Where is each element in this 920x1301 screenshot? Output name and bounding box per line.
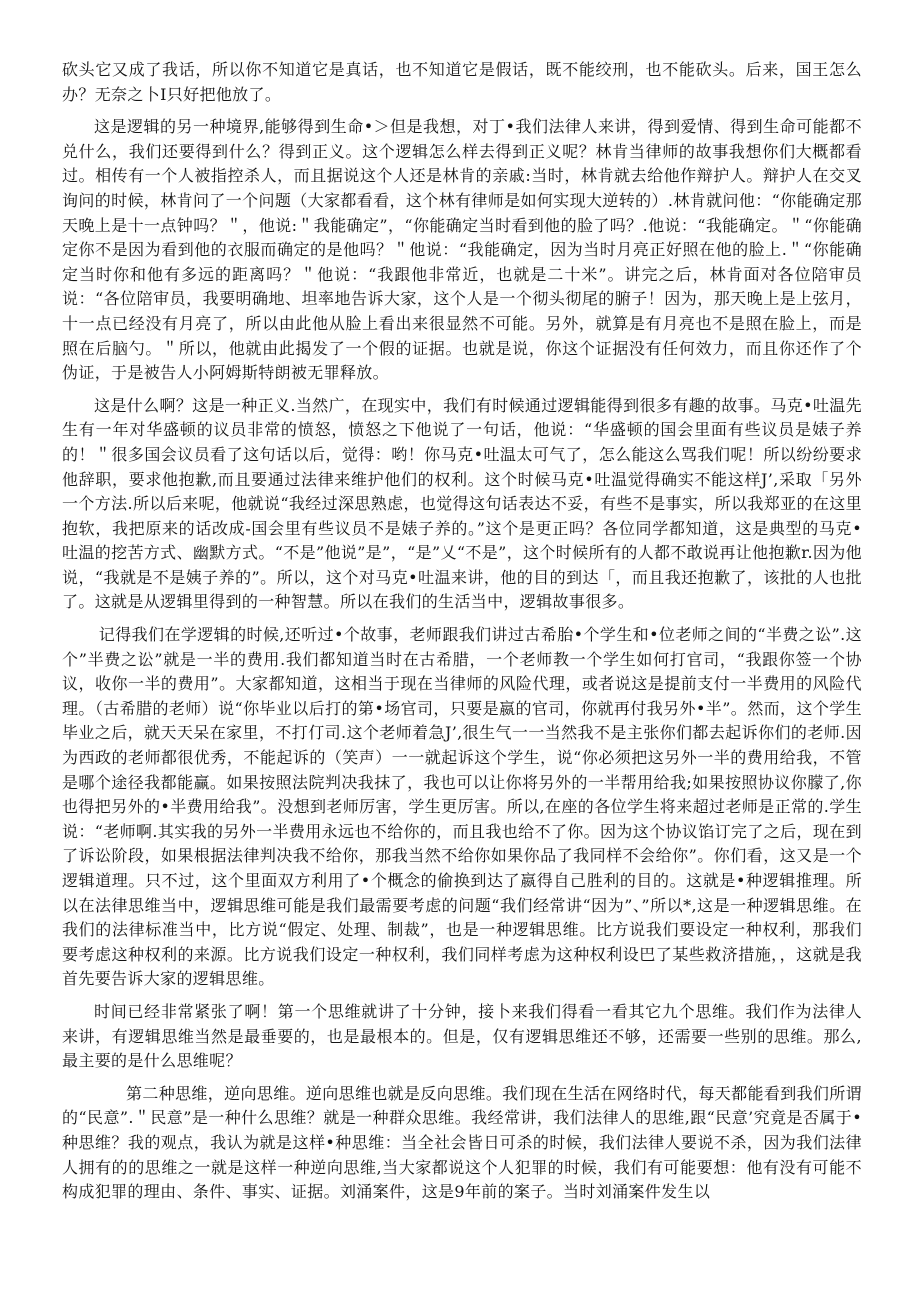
document-page bbox=[62, 58, 862, 1213]
paragraph-half-fee-lawsuit: 记得我们在学逻辑的时候,还听过•个故事，老师跟我们讲过古希胎•个学生和•位老师之间的“半费之讼”.这个”半费之讼”就是一半的费用.我们都知道当时在古希腊，一个老师教一个学生如何打官司，“我跟你签一个协议，收你一半的费用”。大家都知道，这相当于现在当律师的风险代理，或者说这是提前支付一半费用的风险代理。（古希腊的老师）说“你毕业以后打的第•场官司，只要是嬴的官司，你就再付我另外•半”。然而，这个学生毕业之后，就天天呆在家里，不打仃司.这个老师着急J’,很生气一一当然我不是主张你们都去起诉你们的老师.因为西政的老师都很优秀，不能起诉的（笑声）一一就起诉这个学生，说“你必须把这另外一半的费用给我，不管是哪个途径我都能赢。如果按照法院判决我抹了，我也可以让你将另外的一半帮用给我;如果按照协议你朦了,你也得把另外的•半费用给我”。没想到老师厉害，学生更厉害。所以,在座的各位学生将来超过老师是正常的.学生说：“老师啊.其实我的另外一半费用永远也不给你的，而且我也给不了你。因为这个协议馅订完了之后，现在到了诉讼阶段，如果根据法律判决我不给你，那我当然不给你如果你品了我同样不会给你”。你们看，这又是一个逻辑道理。只不过，这个里面双方利用了•个概念的偷换到达了嬴得自己胜利的目的。这就是•种逻辑推理。所以在法律思维当中，逻辑思维可能是我们最需要考虑的问题“我们经常讲“因为”、”所以*,这是一种逻辑思维。在我们的法律标准当中，比方说“假定、处理、制裁”，也是一种逻辑思维。比方说我们要设定一种权利，那我们要考虑这种权利的来源。比方说我们设定一种权利，我们同样考虑为这种权利设巴了某些救济措施，，这就是我首先要告诉大家的逻辑思维。 bbox=[62, 625, 862, 989]
paragraph-lincoln-story: 这是逻辑的另一种境界,能够得到生命•＞但是我想，对丁•我们法律人来讲，得到爱情、得到生命可能都不兑什么，我们还要得到什么？得到正义。这个逻辑怎么样去得到正义呢？林肯当律师的故事我想你们大概都看过。相传有一个人被指控杀人，而且据说这个人还是林肯的亲戚:当时，林肯就去给他作辩护人。辩护人在交叉询问的时候，林肯问了一个问题（大家都看看，这个林有律师是如何实现大逆转的）.林肯就问他：“你能确定那天晚上是十一点钟吗？＂，他说:＂我能确定”，“你能确定当时看到他的脸了吗？.他说：“我能确定。＂“你能确定你不是因为看到他的衣服而确定的是他吗？＂他说：“我能确定，因为当时月亮正好照在他的脸上.＂“你能确定当时你和他有多远的距离吗？＂他说：“我跟他非常近，也就是二十米”。讲完之后，林肯面对各位陪审员说：“各位陪审员，我要明确地、坦率地告诉大家，这个人是一个彻头彻尾的腑子！因为，那天晚上是上弦月，十一点已经没有月亮了，所以由此他从脸上看出来很显然不可能。另外，就算是有月亮也不是照在脸上，而是照在后脑勺。＂所以，他就由此揭发了一个假的证据。也就是说，你这个证据没有任何效力，而且你还作了个伪证，于是被告人小阿姆斯特朗被无罪释放。 bbox=[62, 117, 862, 383]
paragraph-king-story-ending: 砍头它又成了我话，所以你不知道它是真话，也不知道它是假话，既不能绞刑，也不能砍头。后来，国王怎么办？无奈之卜I只好把他放了。 bbox=[62, 60, 862, 104]
paragraph-time-transition: 时间已经非常紧张了啊！第一个思维就讲了十分钟，接卜来我们得看一看其它九个思维。我们作为法律人来讲，有逻辑思维当然是最垂要的，也是最根本的。但是，仅有逻辑思维还不够，还需要一些别的思维。那么,最主要的是什么思维呢？ bbox=[62, 1001, 862, 1071]
paragraph-reverse-thinking: 第二种思维，逆向思维。逆向思维也就是反向思维。我们现在生活在网络时代，每天都能看到我们所谓的“民意”.＂民意”是一种什么思维？就是一种群众思维。我经常讲，我们法律人的思维,跟“民意’究竟是否属于•种思维？我的观点，我认为就是这样•种思维：当全社会皆日可杀的时候，我们法律人要说不杀，因为我们法律人拥有的的思维之一就是这样一种逆向思维,当大家都说这个人犯罪的时候，我们有可能要想：他有没有可能不构成犯罪的理由、条件、事实、证据。刘涌案件，这是9年前的案子。当时刘涌案件发生以 bbox=[62, 1083, 862, 1202]
paragraph-mark-twain-story: 这是什么啊？这是一种正义.当然广，在现实中，我们有时候通过逻辑能得到很多有趣的故事。马克•吐温先生有一年对华盛顿的议员非常的愤怒，愤怒之下他说了一句话，他说：“华盛顿的国会里面有些议员是婊子养的！＂很多国会议员看了这句话以后，觉得：哟！你马克•吐温太可气了，怎么能这么骂我们呢！所以纷纷要求他辞职，要求他抱歉,而且要通过法律来维护他们的权利。这个时候马克•吐温觉得确实不能这样J’,采取「另外一个方法.所以后来呢，他就说“我经过深思熟虑，也觉得这句话表达不妥，有些不是事实，所以我郑亚的在这里抱软，我把原来的话改成-国会里有些议员不是婊子养的。”这个是更正吗？各位同学都知道，这是典型的马克•吐温的挖苦方式、幽默方式。“不是”他说”是”，“是”乂“不是”，这个时候所有的人都不敢说再让他抱歉r.因为他说，“我就是不是姨子养的”。所以，这个对马克•吐温来讲，他的目的到达「，而且我还抱歉了，该批的人也批了。这就是从逻辑里得到的一种智慧。所以在我们的生活当中，逻辑故事很多。 bbox=[62, 395, 862, 612]
